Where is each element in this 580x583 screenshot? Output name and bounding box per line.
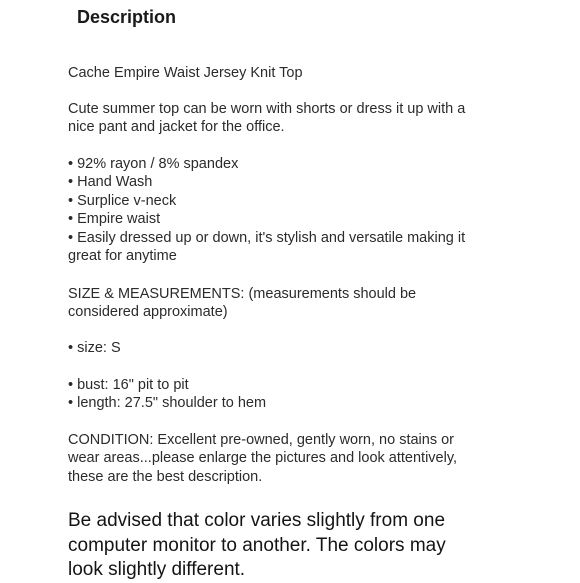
condition-line: wear areas...please enlarge the pictures and look attentively,: [68, 450, 458, 467]
feature-item-continuation: great for anytime: [68, 248, 177, 265]
feature-item: • Hand Wash: [68, 174, 153, 191]
condition-line: these are the best description.: [68, 468, 263, 485]
condition-line: CONDITION: Excellent pre-owned, gently worn, no stains or: [68, 432, 455, 448]
color-disclaimer: [68, 509, 568, 583]
size-measurements-heading: [68, 285, 568, 322]
description-heading: Description: [77, 7, 177, 27]
feature-item: • 92% rayon / 8% spandex: [68, 156, 239, 172]
condition-paragraph: [68, 431, 568, 486]
measurement-list: [68, 376, 568, 413]
feature-item: • Easily dressed up or down, it's stylish and versatile making it: [68, 229, 466, 246]
product-title: Cache Empire Waist Jersey Knit Top: [68, 65, 303, 81]
intro-line: Cute summer top can be worn with shorts or dress it up with a: [68, 101, 466, 117]
intro-line: nice pant and jacket for the office.: [68, 119, 285, 136]
disclaimer-line: look slightly different.: [68, 559, 246, 580]
intro-paragraph: [68, 100, 568, 137]
feature-list: [68, 155, 568, 265]
feature-item: • Surplice v-neck: [68, 192, 177, 209]
bust-measurement: • bust: 16" pit to pit: [68, 377, 189, 393]
feature-item: • Empire waist: [68, 211, 161, 228]
disclaimer-line: computer monitor to another. The colors may: [68, 534, 446, 556]
length-measurement: • length: 27.5" shoulder to hem: [68, 395, 267, 412]
size-heading-line: considered approximate): [68, 304, 228, 321]
size-heading-line: SIZE & MEASUREMENTS: (measurements should be: [68, 286, 417, 302]
disclaimer-line: Be advised that color varies slightly from one: [68, 510, 446, 531]
size-value: • size: S: [68, 340, 121, 356]
